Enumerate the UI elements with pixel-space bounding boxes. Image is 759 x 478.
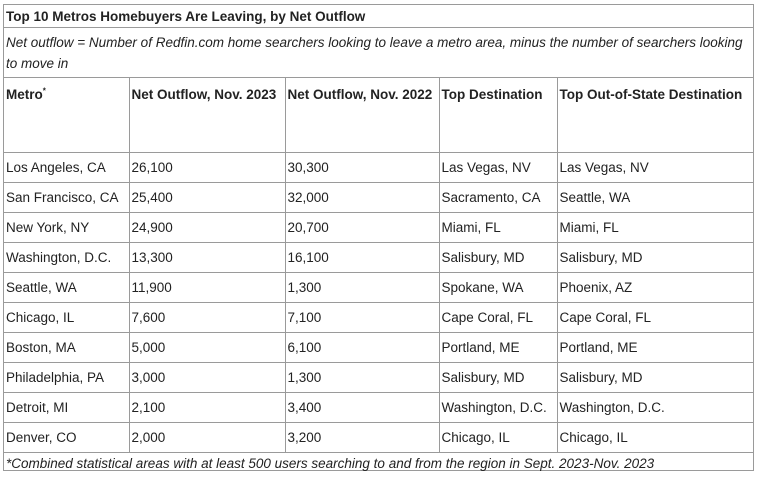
top-out-of-state-destination-cell: Miami, FL	[557, 212, 753, 242]
top-out-of-state-destination-cell: Las Vegas, NV	[557, 152, 753, 182]
outflow-2023-cell: 2,000	[129, 422, 285, 452]
table-row	[4, 362, 753, 392]
outflow-table	[4, 78, 753, 453]
table-row	[4, 182, 753, 212]
outflow-2023-cell: 11,900	[129, 272, 285, 302]
top-out-of-state-destination-cell: Chicago, IL	[557, 422, 753, 452]
outflow-2022-cell: 16,100	[285, 242, 439, 272]
table-row	[4, 272, 753, 302]
outflow-2022-cell: 3,400	[285, 392, 439, 422]
top-destination-cell: Washington, D.C.	[439, 392, 557, 422]
table-row	[4, 152, 753, 182]
outflow-2023-cell: 5,000	[129, 332, 285, 362]
outflow-2023-cell: 2,100	[129, 392, 285, 422]
top-out-of-state-destination-cell: Phoenix, AZ	[557, 272, 753, 302]
metro-cell: Washington, D.C.	[4, 242, 129, 272]
outflow-2022-cell: 20,700	[285, 212, 439, 242]
metro-cell: Denver, CO	[4, 422, 129, 452]
table-row	[4, 422, 753, 452]
metro-cell: New York, NY	[4, 212, 129, 242]
outflow-2022-cell: 7,100	[285, 302, 439, 332]
table-body	[4, 152, 753, 452]
table-row	[4, 302, 753, 332]
top-destination-cell: Salisbury, MD	[439, 242, 557, 272]
metro-cell: San Francisco, CA	[4, 182, 129, 212]
table-title: Top 10 Metros Homebuyers Are Leaving, by Net Outflow	[4, 5, 753, 28]
header-row	[4, 78, 753, 152]
outflow-2022-cell: 30,300	[285, 152, 439, 182]
top-destination-cell: Miami, FL	[439, 212, 557, 242]
outflow-2023-cell: 3,000	[129, 362, 285, 392]
outflow-2022-cell: 3,200	[285, 422, 439, 452]
header-outflow-2022: Net Outflow, Nov. 2022	[285, 78, 439, 152]
top-destination-cell: Portland, ME	[439, 332, 557, 362]
table-footnote: *Combined statistical areas with at least 500 users searching to and from the region in Sept. 2023-Nov. 2023	[6, 455, 655, 471]
outflow-2023-cell: 24,900	[129, 212, 285, 242]
table-row	[4, 212, 753, 242]
outflow-2023-cell: 13,300	[129, 242, 285, 272]
header-metro-footnote-marker: *	[42, 86, 46, 96]
top-out-of-state-destination-cell: Portland, ME	[557, 332, 753, 362]
top-out-of-state-destination-cell: Salisbury, MD	[557, 362, 753, 392]
metro-cell: Chicago, IL	[4, 302, 129, 332]
header-outflow-2023: Net Outflow, Nov. 2023	[129, 78, 285, 152]
header-top-destination: Top Destination	[439, 78, 557, 152]
table-row	[4, 332, 753, 362]
header-metro-label: Metro	[6, 87, 43, 102]
outflow-2023-cell: 26,100	[129, 152, 285, 182]
outflow-2022-cell: 32,000	[285, 182, 439, 212]
table-row	[4, 242, 753, 272]
metro-cell: Boston, MA	[4, 332, 129, 362]
top-out-of-state-destination-cell: Salisbury, MD	[557, 242, 753, 272]
top-destination-cell: Sacramento, CA	[439, 182, 557, 212]
top-out-of-state-destination-cell: Cape Coral, FL	[557, 302, 753, 332]
metro-cell: Seattle, WA	[4, 272, 129, 302]
metro-cell: Detroit, MI	[4, 392, 129, 422]
table-subtitle: Net outflow = Number of Redfin.com home searchers looking to leave a metro area, minus the number of searchers looking to move in	[4, 28, 753, 78]
outflow-2022-cell: 1,300	[285, 272, 439, 302]
top-destination-cell: Chicago, IL	[439, 422, 557, 452]
header-metro	[4, 78, 129, 152]
top-destination-cell: Salisbury, MD	[439, 362, 557, 392]
outflow-2022-cell: 6,100	[285, 332, 439, 362]
top-destination-cell: Las Vegas, NV	[439, 152, 557, 182]
outflow-2022-cell: 1,300	[285, 362, 439, 392]
top-destination-cell: Spokane, WA	[439, 272, 557, 302]
top-out-of-state-destination-cell: Seattle, WA	[557, 182, 753, 212]
outflow-2023-cell: 7,600	[129, 302, 285, 332]
top-out-of-state-destination-cell: Washington, D.C.	[557, 392, 753, 422]
metro-cell: Los Angeles, CA	[4, 152, 129, 182]
outflow-2023-cell: 25,400	[129, 182, 285, 212]
top-destination-cell: Cape Coral, FL	[439, 302, 557, 332]
table-row	[4, 392, 753, 422]
metro-cell: Philadelphia, PA	[4, 362, 129, 392]
header-top-out-of-state-destination: Top Out-of-State Destination	[557, 78, 753, 152]
metro-outflow-table-frame	[3, 4, 754, 471]
